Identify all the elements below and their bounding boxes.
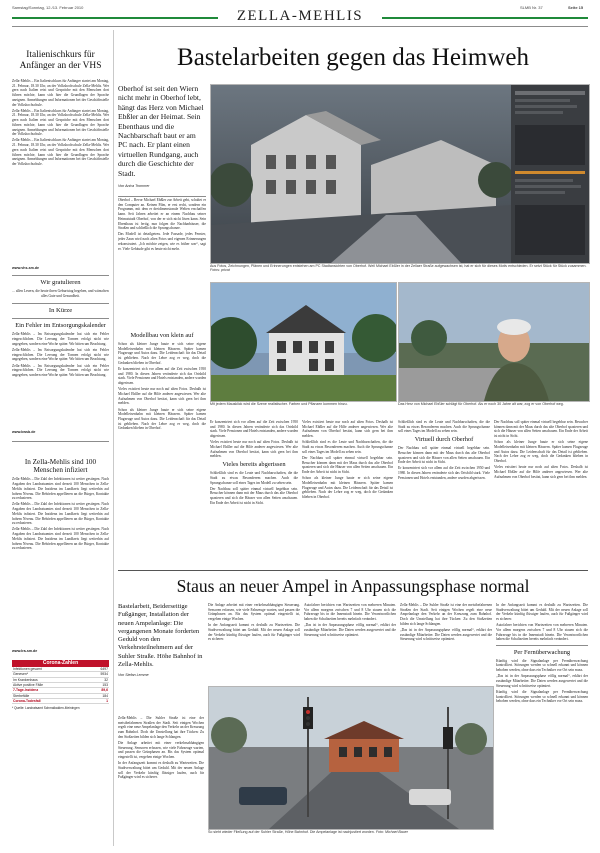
- subhead-virtuell: Virtuell durch Oberhof: [414, 436, 474, 444]
- brief-link[interactable]: www.kwsb.de: [12, 430, 36, 435]
- divider: [12, 303, 109, 304]
- article2-intro-column: [118, 603, 204, 713]
- masthead-rule-left: [12, 17, 218, 19]
- article-divider: [118, 570, 588, 571]
- sidebar-divider: [113, 30, 114, 846]
- congrats-headline: Wir gratulieren: [40, 279, 81, 287]
- article2-headline: Staus an neuer Ampel in Anpassungsphase normal: [176, 576, 530, 596]
- article1-headline: Bastelarbeiten gegen das Heimweh: [177, 44, 529, 71]
- courses-body: Zella-Mehlis – Ein Italienischkurs für Anfänger startet am Montag, 21. Februar, 18.30 Uhr, an der Volkshochschule Zella-Mehlis. Wer gern nach Italien reist und Gespräche mit den Menschen dort führen möchte, kann sich hier die Grundlagen der Sprache aneignen. Anmeldungen und Informationen bei der Geschäftsstelle der Volkshochschule. Zella-Mehlis – Ein Italienischkurs für Anfänger startet am Montag, 21. Februar, 18.30 Uhr, an der Volkshochschule Zella-Mehlis. Wer gern nach Italien reist und Gespräche mit den Menschen dort führen möchte, kann sich hier die Grundlagen der Sprache aneignen. Anmeldungen und Informationen bei der Geschäftsstelle der Volkshochschule. Zella-Mehlis – Ein Italienischkurs für Anfänger startet am Montag, 21. Februar, 18.30 Uhr, an der Volkshochschule Zella-Mehlis. Wer gern nach Italien reist und Gespräche mit den Menschen dort führen möchte, kann sich hier die Grundlagen der Sprache aneignen. Anmeldungen und Informationen bei der Geschäftsstelle der Volkshochschule.: [12, 79, 109, 166]
- cases-body: Zella-Mehlis – Die Zahl der Infektionen ist weiter gestiegen. Nach Angaben des Landratsamtes sind derzeit 100 Menschen in Zella-Mehlis infiziert. Die Inzidenz im Landkreis liegt weiterhin auf hohem Niveau. Die Behörden appellieren an die Bürger, Kontakte zu reduzieren. Zella-Mehlis – Die Zahl der Infektionen ist weiter gestiegen. Nach Angaben des Landratsamtes sind derzeit 100 Menschen in Zella-Mehlis infiziert. Die Inzidenz im Landkreis liegt weiterhin auf hohem Niveau. Die Behörden appellieren an die Bürger, Kontakte zu reduzieren. Zella-Mehlis – Die Zahl der Infektionen ist weiter gestiegen. Nach Angaben des Landratsamtes sind derzeit 100 Menschen in Zella-Mehlis infiziert. Die Inzidenz im Landkreis liegt weiterhin auf hohem Niveau. Die Behörden appellieren an die Bürger, Kontakte zu reduzieren.: [12, 477, 109, 551]
- villa-illustration: [211, 283, 396, 401]
- cases-headline: In Zella-Mehlis sind 100 Menschen infiziert: [24, 457, 97, 474]
- photo-credit: Foto: Michael Bauer: [375, 830, 408, 834]
- divider: [12, 318, 109, 319]
- stats-table: [12, 667, 109, 704]
- courses-headline: Italienischkurs für Anfänger an der VHS: [19, 50, 102, 71]
- article1-body-col2: Modellbau von klein auf Schon als kleiner Junge baute er sich seine eigene Modelleisenbahn mit kleinen Häusern. Später kamen Flugzeuge und Autos dazu. Die Leidenschaft für das Detail ist geblieben. Nach der Lehre zog er weg, doch die Gedanken blieben in Oberhof. Er konzentriert sich vor allem auf die Zeit zwischen 1950 und 1980. In diesen Jahren veränderte sich das Ortsbild stark. Viele Pensionen und Hotels entstanden, andere wurden abgerissen. Vieles existiert heute nur noch auf alten Fotos. Deshalb ist Michael Ebßler auf die Hilfe anderer angewiesen. Wer alte Aufnahmen von Oberhof besitzt, kann sich gern bei ihm melden. Schon als kleiner Junge baute er sich seine eigene Modelleisenbahn mit kleinen Häusern. Später kamen Flugzeuge und Autos dazu. Die Leidenschaft für das Detail ist geblieben. Nach der Lehre zog er weg, doch die Gedanken blieben in Oberhof.: [118, 332, 206, 431]
- article2-body-col4: Zella-Mehlis – Die Suhler Straße ist eine der meistbefahrenen Straßen der Stadt. Seit einigen Wochen regelt eine neue Ampelanlage den Verkehr an der Kreuzung zum Bahnhof. Doch die Umstellung hat ihre Tücken: Zu den Stoßzeiten bilden sich lange Schlangen. „Das ist in der Anpassungsphase völlig normal“, erklärt der zuständige Mitarbeiter. Die Daten werden ausgewertet und die Steuerung wird schrittweise optimiert.: [400, 603, 492, 642]
- stats-row: Aktive positive Fälle 153: [13, 683, 108, 687]
- article2-body-col1: Zella-Mehlis – Die Suhler Straße ist eine der meistbefahrenen Straßen der Stadt. Seit einigen Wochen regelt eine neue Ampelanlage den Verkehr an der Kreuzung zum Bahnhof. Doch die Umstellung hat ihre Tücken: Zu den Stoßzeiten bilden sich lange Schlangen. Die Anlage arbeitet mit einer verkehrsabhängigen Steuerung. Sensoren erfassen, wie viele Fahrzeuge warten, und passen die Grünphasen an. Bis das System optimal eingestellt ist, vergehen einige Wochen. In der Anfangszeit kommt es deshalb zu Wartezeiten. Die Stadtverwaltung bittet um Geduld. Mit der neuen Anlage soll der Verkehr künftig flüssiger laufen, auch für Fußgänger wird es sicherer.: [118, 716, 204, 780]
- divider: [12, 275, 109, 276]
- page-number: Seite 15: [568, 5, 584, 10]
- brief-subheadline: Ein Fehler im Entsorgungskalender: [15, 321, 106, 329]
- section-title: ZELLA-MEHLIS: [236, 8, 364, 24]
- article1-intro: Oberhof ist seit den Wiern nicht mehr in Oberhof lebt, hängt das Herz von Michael Ebßler an der Heimat. Sein Ebenthaus und die Nachbarschaft baut er am PC nach. Er plant einen virtuellen Rundgang, auch durch die Geschichte der Stadt.: [118, 84, 204, 178]
- issue-date: Samstag/Sonntag, 12./13. Februar 2010: [12, 5, 84, 10]
- divider: [12, 441, 109, 442]
- article2-intro: Bastelarbeit, Beiderseitige Fußgänger, Installation der neuen Ampelanlage: Die vergangenen Monate forderten Geduld von den Verkehrsteilnehmern auf der Suhler Straße. Höhe Bahnhof in Zella-Mehlis.: [118, 603, 203, 669]
- article1-caption-right: Das Herz von Michael Ebßler schlägt für Oberhof. Als er noch 30 Jahre alt war, zog er von Oberhof weg.: [398, 402, 564, 406]
- congrats-body: ... allen Lesern, die heute ihren Geburtstag begehen, und wünschen alles Gute und Gesundheit.: [12, 289, 109, 298]
- stats-note: * Quelle: Landratsamt Schmalkalden-Meiningen: [12, 706, 80, 711]
- article1-caption-mid: Mit jedem Mausklick wird die Szene realistischer. Farben und Pflanzen kommen hinzu.: [210, 402, 348, 406]
- subhead-abgerissen: Vieles bereits abgerissen: [222, 461, 286, 469]
- brief-headline: In Kürze: [48, 307, 73, 315]
- stats-row: Genesen* 5934: [13, 672, 108, 677]
- article1-body-col3: Er konzentriert sich vor allem auf die Zeit zwischen 1950 und 1980. In diesen Jahren veränderte sich das Ortsbild stark. Viele Pensionen und Hotels entstanden, andere wurden abgerissen. Vieles existiert heute nur noch auf alten Fotos. Deshalb ist Michael Ebßler auf die Hilfe anderer angewiesen. Wer alte Aufnahmen von Oberhof besitzt, kann sich gern bei ihm melden. Vieles bereits abgerissen Schließlich sind es die Leute und Nachbarschaften, die die Stadt zu etwas Besonderem machen. Auch die Sprungschanze soll eines Tages im Modell zu sehen sein. Der Nachbau soll später einmal virtuell begehbar sein. Besucher können dann mit der Maus durch das alte Oberhof spazieren und sich die Häuser von allen Seiten anschauen. Ein Ende der Arbeit ist nicht in Sicht.: [210, 420, 298, 505]
- street-illustration: [209, 687, 493, 829]
- brief-body: Zella-Mehlis – Im Entsorgungskalender hat sich ein Fehler eingeschlichen. Die Leerung der Tonnen erfolgt nicht wie angegeben, sondern eine Woche später. Wir bitten um Beachtung. Zella-Mehlis – Im Entsorgungskalender hat sich ein Fehler eingeschlichen. Die Leerung der Tonnen erfolgt nicht wie angegeben, sondern eine Woche später. Wir bitten um Beachtung. Zella-Mehlis – Im Entsorgungskalender hat sich ein Fehler eingeschlichen. Die Leerung der Tonnen erfolgt nicht wie angegeben, sondern eine Woche später. Wir bitten um Beachtung.: [12, 332, 109, 377]
- portrait-illustration: [399, 283, 589, 401]
- divider: [118, 196, 206, 197]
- photo-3d-render: [210, 84, 590, 264]
- page-code: SLMB Nr. 37: [520, 5, 543, 10]
- sidebar: [12, 30, 109, 846]
- article1-byline: Von Anica Trommer: [118, 184, 150, 189]
- photo-traffic-light: [208, 686, 494, 830]
- stats-row-highlight: Corona-Todesfall 1: [13, 698, 108, 703]
- stats-box: [12, 660, 109, 711]
- stats-title: Corona-Zahlen: [12, 660, 109, 667]
- photo-portrait: [398, 282, 590, 402]
- article2-body-col2: Die Anlage arbeitet mit einer verkehrsabhängigen Steuerung. Sensoren erfassen, wie viele Fahrzeuge warten, und passen die Grünphasen an. Bis das System optimal eingestellt ist, vergehen einige Wochen. In der Anfangszeit kommt es deshalb zu Wartezeiten. Die Stadtverwaltung bittet um Geduld. Mit der neuen Anlage soll der Verkehr künftig flüssiger laufen, auch für Fußgänger wird es sicherer.: [208, 603, 300, 642]
- courses-link[interactable]: www.vhs-sm.de: [12, 266, 40, 270]
- stats-row-highlight: 7-Tage-Inzidenz 89,6: [13, 688, 108, 693]
- article2-byline: Von Stefan Lemme: [118, 673, 149, 678]
- stats-row: Infektionen gesamt 6497: [13, 667, 108, 672]
- article2-body-col3: Autofahrer berichten von Wartezeiten von mehreren Minuten. Vor allem morgens zwischen 7 und 8 Uhr stauen sich die Fahrzeuge bis in die Innenstadt hinein. Die Verantwortlichen haben die Schaltzeiten bereits mehrfach verändert. „Das ist in der Anpassungsphase völlig normal“, erklärt der zuständige Mitarbeiter. Die Daten werden ausgewertet und die Steuerung wird schrittweise optimiert.: [304, 603, 396, 637]
- subhead-modellbau: Modellbau von klein auf: [130, 332, 194, 339]
- article1-body-col1: Oberhof – Bevor Michael Ebßler zur Arbeit geht, schaltet er den Computer an. Keinen Film, er erst recht, sondern ein Programm, mit dem er dreidimensionale Welten erschaffen kann. Seit Jahren arbeitet er an einem Nachbau seiner Heimatstadt Oberhof, von der er sich nicht lösen kann. Sein Ebenthaus ist fertig, nun folgen die Nachbarhäuser, die Straßen und schließlich die Sprungschanze. Das Modell ist detailgetreu. Jede Fassade, jedes Fenster, jeder Zaun wird nach alten Fotos und eigenen Erinnerungen rekonstruiert. „Ich möchte zeigen, wie es früher war“, sagt er. Viele Gebäude gibt es heute nicht mehr.: [118, 198, 206, 251]
- cases-link[interactable]: www.lra-sm.de: [12, 649, 38, 654]
- stats-row: Im Krankenhaus 32: [13, 677, 108, 682]
- masthead-underline: [12, 26, 588, 27]
- divider: [496, 645, 588, 646]
- subhead-fernueberwachung: Per Fernüberwachung: [513, 648, 571, 656]
- stats-row: Sterbefälle 184: [13, 693, 108, 698]
- masthead-rule-right: [382, 17, 588, 19]
- article1-caption-top: Aus Fotos, Zeichnungen, Plänen und Erinnerungen entstehen am PC Stadtansichten von Oberhof. Weil Michael Ebßler in der Zellaer Straße aufgewachsen ist, hat er sich für dieses Motiv entschieden. Er setzt Stück für Stück zusammen. Fotos: privat: [210, 264, 587, 273]
- photo-credit: Fotos: privat: [210, 268, 230, 273]
- render-illustration: [211, 85, 589, 263]
- article1-body-col6: Der Nachbau soll später einmal virtuell begehbar sein. Besucher können dann mit der Maus durch das alte Oberhof spazieren und sich die Häuser von allen Seiten anschauen. Ein Ende der Arbeit ist nicht in Sicht. Schon als kleiner Junge baute er sich seine eigene Modelleisenbahn mit kleinen Häusern. Später kamen Flugzeuge und Autos dazu. Die Leidenschaft für das Detail ist geblieben. Nach der Lehre zog er weg, doch die Gedanken blieben in Oberhof. Vieles existiert heute nur noch auf alten Fotos. Deshalb ist Michael Ebßler auf die Hilfe anderer angewiesen. Wer alte Aufnahmen von Oberhof besitzt, kann sich gern bei ihm melden.: [494, 420, 588, 479]
- photo-villa: [210, 282, 397, 402]
- article1-body-col5: Schließlich sind es die Leute und Nachbarschaften, die die Stadt zu etwas Besonderem machen. Auch die Sprungschanze soll eines Tages im Modell zu sehen sein. Virtuell durch Oberhof Der Nachbau soll später einmal virtuell begehbar sein. Besucher können dann mit der Maus durch das alte Oberhof spazieren und sich die Häuser von allen Seiten anschauen. Ein Ende der Arbeit ist nicht in Sicht. Er konzentriert sich vor allem auf die Zeit zwischen 1950 und 1980. In diesen Jahren veränderte sich das Ortsbild stark. Viele Pensionen und Hotels entstanden, andere wurden abgerissen.: [398, 420, 490, 480]
- article2-right-column: In der Anfangszeit kommt es deshalb zu Wartezeiten. Die Stadtverwaltung bittet um Geduld. Mit der neuen Anlage soll der Verkehr künftig flüssiger laufen, auch für Fußgänger wird es sicherer. Autofahrer berichten von Wartezeiten von mehreren Minuten. Vor allem morgens zwischen 7 und 8 Uhr stauen sich die Fahrzeuge bis in die Innenstadt hinein. Die Verantwortlichen haben die Schaltzeiten bereits mehrfach verändert. Per Fernüberwachung Künftig wird die Signalanlage per Fernüberwachung kontrolliert. Störungen werden so schnell erkannt und können behoben werden, ohne dass ein Techniker vor Ort sein muss. „Das ist in der Anpassungsphase völlig normal“, erklärt der zuständige Mitarbeiter. Die Daten werden ausgewertet und die Steuerung wird schrittweise optimiert. Künftig wird die Signalanlage per Fernüberwachung kontrolliert. Störungen werden so schnell erkannt und können behoben werden, ohne dass ein Techniker vor Ort sein muss.: [496, 603, 588, 704]
- article2-caption: So sieht wieder Fließung auf der Suhler Straße, Höhe Bahnhof. Die Ampelanlage ist nachjustiert worden. Foto: Michael Bauer: [208, 830, 408, 834]
- article1-body-col4: Vieles existiert heute nur noch auf alten Fotos. Deshalb ist Michael Ebßler auf die Hilfe anderer angewiesen. Wer alte Aufnahmen von Oberhof besitzt, kann sich gern bei ihm melden. Schließlich sind es die Leute und Nachbarschaften, die die Stadt zu etwas Besonderem machen. Auch die Sprungschanze soll eines Tages im Modell zu sehen sein. Der Nachbau soll später einmal virtuell begehbar sein. Besucher können dann mit der Maus durch das alte Oberhof spazieren und sich die Häuser von allen Seiten anschauen. Ein Ende der Arbeit ist nicht in Sicht. Schon als kleiner Junge baute er sich seine eigene Modelleisenbahn mit kleinen Häusern. Später kamen Flugzeuge und Autos dazu. Die Leidenschaft für das Detail ist geblieben. Nach der Lehre zog er weg, doch die Gedanken blieben in Oberhof.: [302, 420, 393, 500]
